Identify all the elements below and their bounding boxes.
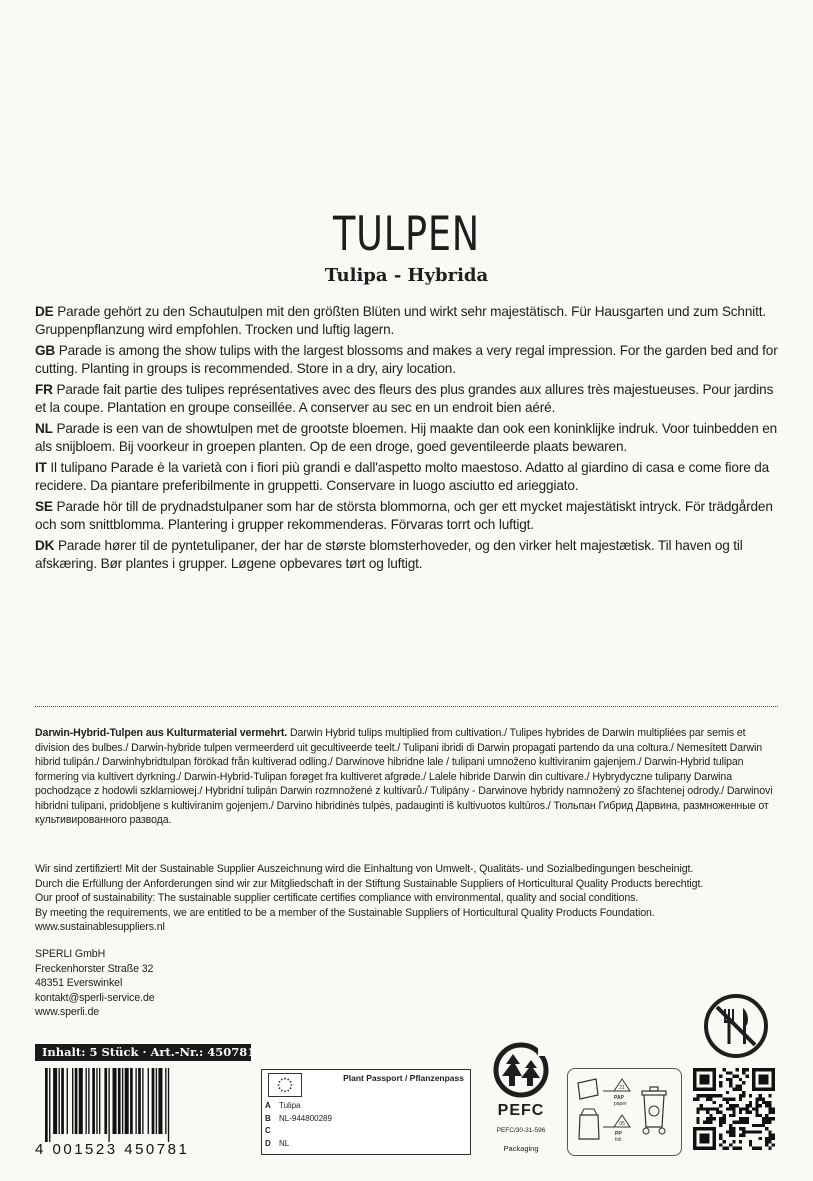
recycle-bin-icon <box>568 1069 683 1157</box>
pefc-brand: PEFC <box>497 1102 545 1119</box>
cert-line: Our proof of sustainability: The sustainable supplier certificate certifies compliance with environmental, quality and social conditions. <box>35 892 639 904</box>
svg-text:PP: PP <box>615 1131 622 1137</box>
description-gb: GB Parade is among the show tulips with the largest blossoms and makes a very regal impression. For the garden bed and for cutting. Planting in groups is recommended. Store in a dry, airy location. <box>35 343 778 376</box>
cert-link[interactable]: www.sustainablesuppliers.nl <box>35 921 165 933</box>
passport-row-a: A Tulipa <box>265 1101 301 1110</box>
company-address <box>35 947 335 1020</box>
content-bar: Inhalt: 5 Stück · Art.-Nr.: 450781 <box>35 1044 251 1061</box>
cert-line: Durch die Erfüllung der Anforderungen sind wir zur Mitgliedschaft in der Stiftung Sustainable Suppliers of Horticultural Quality Products berechtigt. <box>35 877 704 890</box>
barcode-digits: 4 001523 450781 <box>35 1141 190 1158</box>
plant-passport <box>261 1069 471 1155</box>
dotted-divider <box>35 706 778 707</box>
email-link[interactable]: kontakt@sperli-service.de <box>35 991 155 1004</box>
svg-text:foil: foil <box>615 1137 622 1143</box>
passport-row-d: D NL <box>265 1138 290 1148</box>
svg-text:21: 21 <box>619 1085 625 1091</box>
eu-flag-icon <box>268 1073 302 1097</box>
description-dk: DK Parade hører til de pyntetulipaner, der har de største blomsterhoveder, og den virker helt majestætisk. Til haven og til afskæring. Bør plantes i grupper. Løgene opbevares tørt og luftigt. <box>35 538 743 571</box>
language-descriptions <box>35 303 783 576</box>
svg-text:paper: paper <box>614 1101 627 1107</box>
product-title: TULPEN <box>332 207 481 262</box>
recycling-info <box>567 1068 682 1156</box>
botanical-name: Tulipa - Hybrida <box>324 265 489 286</box>
qr-code-icon[interactable] <box>693 1068 775 1150</box>
description-de: DE Parade gehört zu den Schautulpen mit den größten Blüten und wirkt sehr majestätisch. Für Hausgarten und zum Schnitt. Gruppenpflanzung wird empfohlen. Trocken und luftig lagern. <box>35 304 766 337</box>
certification-text <box>35 862 780 935</box>
hybrid-note <box>35 726 780 828</box>
description-it: IT Il tulipano Parade è la varietà con i fiori più grandi e dall'aspetto molto maestoso. Adatto al giardino di casa e come fiore da recidere. Da piantare preferibilmente in gruppetti. Conservare in luogo asciutto ed arieggiato. <box>35 460 770 493</box>
cert-line: Wir sind zertifiziert! Mit der Sustainable Supplier Auszeichnung wird die Einhaltung von Umwelt-, Qualitäts- und Sozialbedingungen bescheinigt. <box>35 863 694 875</box>
company-name: SPERLI GmbH <box>35 948 106 960</box>
svg-text:05: 05 <box>619 1121 625 1127</box>
city: 48351 Everswinkel <box>35 977 123 989</box>
pefc-code: PEFC/30-31-596 <box>496 1127 546 1134</box>
hybrid-note-bold: Darwin-Hybrid-Tulpen aus Kulturmaterial vermehrt. <box>35 727 288 739</box>
pefc-tree-icon <box>493 1040 549 1100</box>
street: Freckenhorster Straße 32 <box>35 962 154 975</box>
passport-row-b: B NL-944800289 <box>265 1113 332 1123</box>
no-food-icon <box>703 993 769 1059</box>
passport-title: Plant Passport / Pflanzenpass <box>343 1073 464 1083</box>
hybrid-note-text: Darwin Hybrid tulips multiplied from cultivation./ Tulipes hybrides de Darwin multipliées par semis et division des bulbes./ Darwin-hybride tulpen vermeerderd uit gecultiveerde teelt./ Tulipani ibridi di Darwin propagati partendo da una coltura./ Nemesített Darwin hibrid tulipán./ Darwinhybridtulpan förökad från kultiverad odling./ Darwinove hibridne lale / tulipani umnoženo kultiviranim gajenjem./ Darwin-Hybrid tulipan formering via kultivert dyrkning./ Darwin-Hybrid-Tulipan forøget fra kultiveret afgrøde./ Lalele hibride Darwin din cultivare./ Hybrydyczne tulipany Darwina pochodzące z hodowli szklarniowej./ Hybridní tulipán Darwin rozmnožené z kultivarů./ Tulipány - Darwinove hybridy namnožený zo šľachtenej odrody./ Darwinovi hibridni tulipani, pridobljene s kultiviranim gojenjem./ Darvino hibridinės tulpės, padauginti iš kultivuotos kultūros./ Тюльпан Гибрид Дарвина, размноженные от культивированного развода. <box>35 727 773 826</box>
cert-line: By meeting the requirements, we are entitled to be a member of the Sustainable Suppliers of Horticultural Quality Products Foundation. <box>35 906 655 919</box>
description-fr: FR Parade fait partie des tulipes représentatives avec des fleurs des plus grandes aux allures très majestueuses. Pour jardins et la coupe. Plantation en groupe conseillée. A conserver au sec en un endroit bien aéré. <box>35 382 774 415</box>
description-se: SE Parade hör till de prydnadstulpaner som har de största blommorna, och ger ett mycket majestätiskt intryck. För trädgården och som snittblomma. Plantering i grupper rekommenderas. Förvaras torrt och luftigt. <box>35 499 773 532</box>
website-link[interactable]: www.sperli.de <box>35 1006 100 1018</box>
svg-text:PAP: PAP <box>614 1095 624 1101</box>
barcode <box>35 1066 253 1158</box>
passport-row-c: C <box>265 1126 271 1135</box>
pefc-label: Packaging <box>503 1144 539 1153</box>
pefc-logo <box>485 1040 557 1158</box>
description-nl: NL Parade is een van de showtulpen met de grootste bloemen. Hij maakte dan ook een koninklijke indruk. Voor tuinbedden en als snijbloem. Bij voorkeur in groepen planten. Op de een droge, goed geventileerde plaats bewaren. <box>35 421 778 454</box>
